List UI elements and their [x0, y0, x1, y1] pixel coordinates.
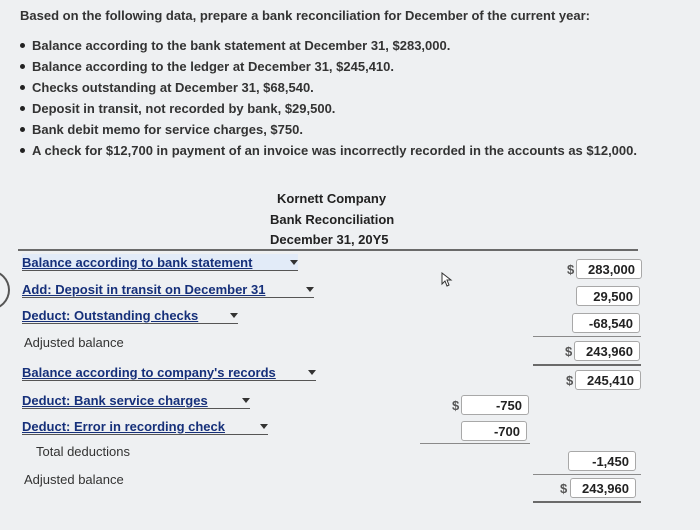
company-name: Kornett Company [277, 191, 387, 206]
bullet-item: Checks outstanding at December 31, $68,540. [18, 79, 637, 100]
deduct-checks-dropdown[interactable]: Deduct: Outstanding checks [22, 307, 238, 324]
mouse-cursor-icon [440, 272, 454, 293]
total-rule [533, 474, 641, 475]
bullet-dot-icon [20, 148, 25, 153]
bullet-item: Deposit in transit, not recorded by bank, $29,500. [18, 100, 637, 121]
bank-balance-dropdown[interactable]: Balance according to bank statement [22, 254, 298, 271]
bullet-dot-icon [20, 64, 25, 69]
dollar-sign: $ [452, 398, 460, 413]
adjusted-balance-label: Adjusted balance [24, 335, 124, 350]
chevron-down-icon [306, 287, 314, 292]
chevron-down-icon [230, 313, 238, 318]
instructions-text: Based on the following data, prepare a bank reconciliation for December of the current year: [20, 8, 590, 23]
add-deposit-dropdown[interactable]: Add: Deposit in transit on December 31 [22, 281, 314, 298]
dollar-sign: $ [566, 373, 574, 388]
chevron-down-icon [290, 260, 298, 265]
company-balance-amount-field[interactable]: 245,410 [575, 370, 641, 390]
chevron-down-icon [260, 424, 268, 429]
company-balance-dropdown[interactable]: Balance according to company's records [22, 364, 316, 381]
checks-amount-field[interactable]: -68,540 [572, 313, 640, 333]
chevron-down-icon [308, 370, 316, 375]
bullet-dot-icon [20, 43, 25, 48]
dollar-sign: $ [560, 481, 568, 496]
bullet-dot-icon [20, 127, 25, 132]
dollar-sign: $ [565, 344, 573, 359]
error-amount-field[interactable]: -700 [461, 421, 527, 441]
bullet-dot-icon [20, 106, 25, 111]
chevron-down-icon [242, 398, 250, 403]
header-rule [18, 249, 638, 251]
adjusted-balance-bank-field[interactable]: 243,960 [574, 341, 640, 361]
subtotal-rule [533, 336, 641, 337]
dollar-sign: $ [567, 262, 575, 277]
total-deductions-amount-field[interactable]: -1,450 [568, 451, 636, 471]
service-charges-amount-field[interactable]: -750 [461, 395, 529, 415]
deductions-rule [420, 443, 530, 444]
bank-balance-amount-field[interactable]: 283,000 [576, 259, 642, 279]
side-ring-decoration [0, 270, 10, 310]
data-bullet-list [18, 37, 637, 163]
bullet-dot-icon [20, 85, 25, 90]
report-date: December 31, 20Y5 [270, 232, 389, 247]
final-double-rule [533, 501, 641, 503]
deposit-amount-field[interactable]: 29,500 [576, 286, 640, 306]
deduct-service-charges-dropdown[interactable]: Deduct: Bank service charges [22, 392, 250, 409]
adjusted-balance-label-2: Adjusted balance [24, 472, 124, 487]
report-title: Bank Reconciliation [270, 212, 395, 227]
total-deductions-label: Total deductions [36, 444, 130, 459]
bullet-item: Balance according to the bank statement at December 31, $283,000. [18, 37, 637, 58]
adjusted-balance-company-field[interactable]: 243,960 [570, 478, 636, 498]
double-rule [533, 364, 641, 366]
bullet-item: A check for $12,700 in payment of an invoice was incorrectly recorded in the accounts as $12,000. [18, 142, 637, 163]
deduct-error-dropdown[interactable]: Deduct: Error in recording check [22, 418, 268, 435]
bullet-item: Bank debit memo for service charges, $750. [18, 121, 637, 142]
bullet-item: Balance according to the ledger at December 31, $245,410. [18, 58, 637, 79]
